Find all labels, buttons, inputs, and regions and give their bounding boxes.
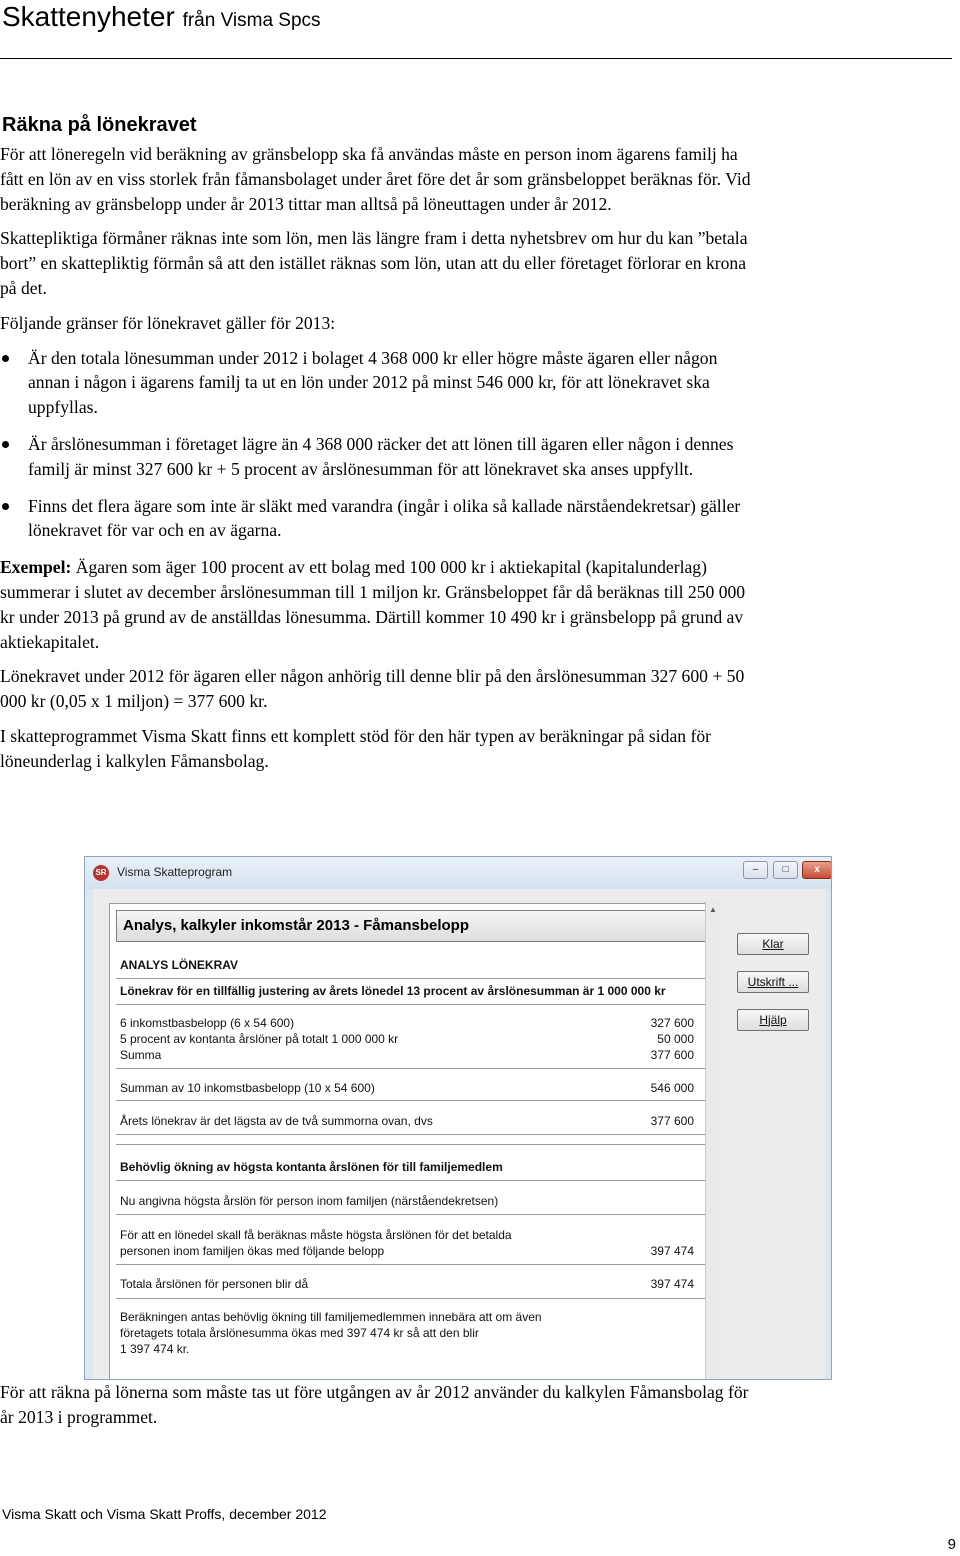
paragraph-benefits: Skattepliktiga förmåner räknas inte som lön, men läs längre fram i detta nyhetsbrev om hur du kan ”betala bort” en skattepliktig förmån så att den istället räknas som lön, utan att du eller företaget förlorar en krona på det. [0, 228, 748, 298]
divider [116, 978, 712, 979]
report-row: Behövlig ökning av högsta kontanta årslönen för till familjemedlem [120, 1160, 503, 1174]
limits-list [0, 346, 760, 544]
divider [116, 1100, 712, 1101]
bullet-icon [2, 355, 9, 362]
report-row: 6 inkomstbasbelopp (6 x 54 600) [120, 1016, 295, 1030]
report-heading: Analys, kalkyler inkomstår 2013 - Fåmansbelopp [116, 910, 712, 942]
analysis-section-title: ANALYS LÖNEKRAV [120, 958, 239, 972]
page-title [2, 0, 321, 38]
paragraph-example [0, 555, 760, 654]
bullet-icon [2, 441, 9, 448]
paragraph-limits-intro: Följande gränser för lönekravet gäller för 2013: [0, 312, 336, 333]
window-client-area [93, 889, 825, 1380]
window-title: Visma Skatteprogram [117, 865, 233, 879]
window-titlebar [85, 857, 831, 889]
paragraph-intro: För att löneregeln vid beräkning av gränsbelopp ska få användas måste en person inom ägarens familj ha fått en lön av en viss storlek från fåmansbolaget under året före det år som gränsbeloppet beräknas för. Vid beräkning av gränsbelopp under år 2013 tittar man alltså på löneuttagen under år 2012. [0, 144, 751, 214]
bullet-icon [2, 503, 9, 510]
example-label: Exempel: [0, 557, 72, 578]
app-logo-icon: SR [93, 865, 109, 881]
vertical-scrollbar[interactable] [705, 901, 722, 1380]
divider [116, 1298, 712, 1299]
section-heading: Räkna på lönekravet [2, 114, 197, 136]
report-value: 397 474 [650, 1277, 694, 1291]
report-row: Summan av 10 inkomstbasbelopp (10 x 54 600) [120, 1081, 375, 1095]
list-item-text: Är den totala lönesumman under 2012 i bolaget 4 368 000 kr eller högre måste ägaren eller någon annan i någon i ägarens familj ta ut en lön under 2012 på minst 546 000 kr, för att lönekravet ska uppfyllas. [28, 347, 718, 418]
page-footer: Visma Skatt och Visma Skatt Proffs, december 2012 [2, 1506, 327, 1522]
report-row: Beräkningen antas behövlig ökning till familjemedlemmen innebära att om även [120, 1310, 542, 1324]
title-main: Skattenyheter [2, 1, 175, 32]
list-item [0, 432, 760, 482]
page-number: 9 [947, 1536, 956, 1553]
report-row: personen inom familjen ökas med följande belopp [120, 1244, 385, 1258]
divider [116, 1134, 712, 1135]
title-subtitle: från Visma Spcs [182, 10, 321, 31]
hjalp-button-label: Hjälp [759, 1013, 787, 1027]
example-text: Ägaren som äger 100 procent av ett bolag med 100 000 kr i aktiekapital (kapitalunderlag) summerar i slutet av december årslönesumman till 1 miljon kr. Gränsbeloppet får då beräknas till 250 000 kr under 2013 på grund av de anställdas lönesumma. Därtill kommer 10 490 kr i gränsbelopp på grund av aktiekapitalet. [0, 557, 746, 652]
divider [116, 1264, 712, 1265]
report-row: företagets totala årslönesumma ökas med 397 474 kr så att den blir [120, 1326, 479, 1340]
divider [116, 1068, 712, 1069]
report-row: Summa [120, 1048, 162, 1062]
paragraph-closing: För att räkna på lönerna som måste tas ut före utgången av år 2012 använder du kalkylen Fåmansbolag för år 2013 i programmet. [0, 1382, 749, 1427]
report-row: Lönekrav för en tillfällig justering av årets lönedel 13 procent av årslönesumman är 1 000 000 kr [120, 984, 666, 998]
report-value: 50 000 [657, 1032, 694, 1046]
hjalp-button[interactable] [737, 1009, 809, 1031]
divider [116, 1004, 712, 1005]
report-value: 377 600 [650, 1114, 694, 1128]
minimize-button[interactable]: ‒ [743, 861, 768, 879]
report-value: 327 600 [650, 1016, 694, 1030]
article-body [0, 112, 760, 784]
report-value: 397 474 [650, 1244, 694, 1258]
report-row: För att en lönedel skall få beräknas måste högsta årslönen för det betalda [120, 1228, 512, 1242]
report-row: 1 397 474 kr. [120, 1342, 190, 1356]
report-row: Årets lönekrav är det lägsta av de två summorna ovan, dvs [120, 1114, 433, 1128]
paragraph-program: I skatteprogrammet Visma Skatt finns ett komplett stöd för den här typen av beräkningar på sidan för löneunderlag i kalkylen Fåmansbolag. [0, 725, 711, 771]
report-value: 546 000 [650, 1081, 694, 1095]
maximize-button[interactable]: □ [773, 861, 798, 879]
report-value: 377 600 [650, 1048, 694, 1062]
list-item [0, 346, 760, 420]
divider [116, 1214, 712, 1215]
utskrift-button-label: Utskrift ... [747, 975, 799, 989]
klar-button[interactable] [737, 933, 809, 955]
close-button[interactable]: x [802, 861, 832, 879]
app-window [84, 856, 832, 1380]
report-panel [109, 903, 721, 1380]
list-item-text: Finns det flera ägare som inte är släkt med varandra (ingår i olika så kallade närståendekretsar) gäller lönekravet för var och en av ägarna. [28, 495, 741, 541]
list-item [0, 494, 760, 544]
report-row: 5 procent av kontanta årslöner på totalt 1 000 000 kr [120, 1032, 399, 1046]
report-row: Totala årslönen för personen blir då [120, 1277, 309, 1291]
page-header [0, 0, 960, 62]
header-divider [0, 58, 952, 59]
report-row: Nu angivna högsta årslön för person inom familjen (närståendekretsen) [120, 1194, 499, 1208]
scroll-up-icon[interactable]: ▲ [709, 905, 717, 914]
paragraph-requirement: Lönekravet under 2012 för ägaren eller någon anhörig till denne blir på den årslönesumman 327 600 + 50 000 kr (0,05 x 1 miljon) = 377 600 kr. [0, 666, 745, 712]
list-item-text: Är årslönesumman i företaget lägre än 4 368 000 räcker det att lönen till ägaren eller någon i dennes familj är minst 327 600 kr + 5 procent av årslönesumman för att lönekravet ska anses uppfyllt. [28, 433, 734, 479]
closing-text [0, 1380, 760, 1440]
divider [116, 1180, 712, 1181]
divider [116, 1144, 712, 1145]
utskrift-button[interactable] [737, 971, 809, 993]
klar-button-label: Klar [762, 937, 784, 951]
